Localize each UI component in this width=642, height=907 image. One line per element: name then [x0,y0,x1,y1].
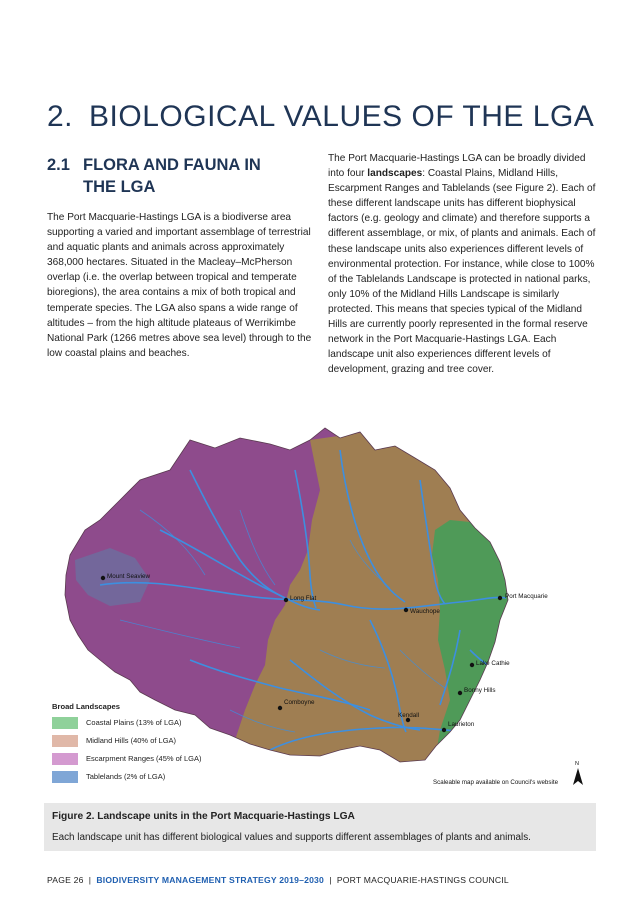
landscapes-text-before: The Port Macquarie-Hastings LGA can be broadly divided into four [328,153,586,180]
place-label-bonny-hills: Bonny Hills [464,687,496,694]
page-title [47,100,594,134]
place-label-kendall: Kendall [398,712,420,719]
place-dot [284,598,288,602]
left-column [47,210,317,361]
figure-caption-text: Each landscape unit has different biological values and supports different assemblages of plants and animals. [52,832,531,843]
subsection-line-1 [47,154,307,176]
map-legend [52,702,252,788]
scaleable-map-note: Scaleable map available on Council's website [433,779,559,786]
landscapes-keyword: landscapes [367,168,423,180]
place-label-mount-seaview: Mount Seaview [107,573,151,580]
legend-item-tablelands [52,770,252,783]
place-dot [498,596,502,600]
legend-label-midland: Midland Hills (40% of LGA) [86,736,177,745]
place-label-port-macquarie: Port Macquarie [505,593,548,600]
north-label: N [575,761,579,767]
legend-item-midland-hills [52,734,252,747]
place-label-lake-cathie: Lake Cathie [476,660,510,667]
north-arrow-shape [573,768,583,785]
legend-swatch-midland [52,735,78,747]
legend-swatch-tablelands [52,771,78,783]
subsection-heading [47,154,307,198]
page-footer [47,875,509,885]
legend-swatch-coastal [52,717,78,729]
north-arrow-icon [573,761,583,785]
place-dot [458,691,462,695]
landscapes-paragraph [328,151,598,377]
footer-strategy-title: BIODIVERSITY MANAGEMENT STRATEGY 2019–2030 [96,875,325,885]
legend-label-escarpment: Escarpment Ranges (45% of LGA) [86,754,202,763]
legend-swatch-escarpment [52,753,78,765]
subsection-title-line-2: THE LGA [83,178,156,196]
section-number: 2. [47,100,74,133]
place-dot [278,706,282,710]
legend-title: Broad Landscapes [52,702,120,711]
place-dot [101,576,105,580]
intro-paragraph: The Port Macquarie-Hastings LGA is a biodiverse area supporting a varied and important assemblage of terrestrial and aquatic plants and animals across approximately 368,000 hectares. Situated in the Macleay–McPherson overlap (i.e. the overlap between tropical and temperate bioregions), the area contains a mix of both tropical and temperate species. The LGA also spans a wide range of altitudes – from the high altitude plateaus of Werrikimbe National Park (1266 metres above sea level) through to the low coastal plains and beaches. [47,212,312,359]
legend-label-coastal: Coastal Plains (13% of LGA) [86,718,182,727]
footer-council-name: PORT MACQUARIE-HASTINGS COUNCIL [336,875,509,885]
subsection-number: 2.1 [47,156,70,174]
right-column [328,151,598,377]
place-label-long-flat: Long Flat [290,595,317,602]
place-dot [442,728,446,732]
footer-separator: | [329,875,332,885]
legend-item-escarpment-ranges [52,752,252,765]
footer-separator: | [88,875,92,885]
section-title: BIOLOGICAL VALUES OF THE LGA [89,100,595,133]
legend-label-tablelands: Tablelands (2% of LGA) [86,772,166,781]
footer-page-number: PAGE 26 [47,875,84,885]
landscapes-text-after: : Coastal Plains, Midland Hills, Escarpment Ranges and Tablelands (see Figure 2). Each of these different landscape units has different biophysical factors (e.g. geology and climate) and therefore supports a different assemblage, or mix, of plants and animals. Each of these landscape units also experiences different levels of environmental protection. For instance, while close to 100% of the Tablelands Landscape is protected in national parks, only 10% of the Midland Hills Landscape is similarly protected. This means that species typical of the Midland Hills are currently poorly represented in the formal reserve network in the Port Macquarie-Hastings LGA. Each landscape unit also experiences different levels of development, grazing and tree cover. [328,168,596,376]
subsection-title-line-1: FLORA AND FAUNA IN [83,156,261,174]
place-label-comboyne: Comboyne [284,699,315,706]
place-dot [404,608,408,612]
figure-caption-title: Figure 2. Landscape units in the Port Macquarie-Hastings LGA [52,811,355,822]
figure-caption [44,803,596,851]
place-label-laurieton: Laurieton [448,721,475,728]
legend-item-coastal-plains [52,716,252,729]
place-dot [470,663,474,667]
place-label-wauchope: Wauchope [410,608,440,615]
